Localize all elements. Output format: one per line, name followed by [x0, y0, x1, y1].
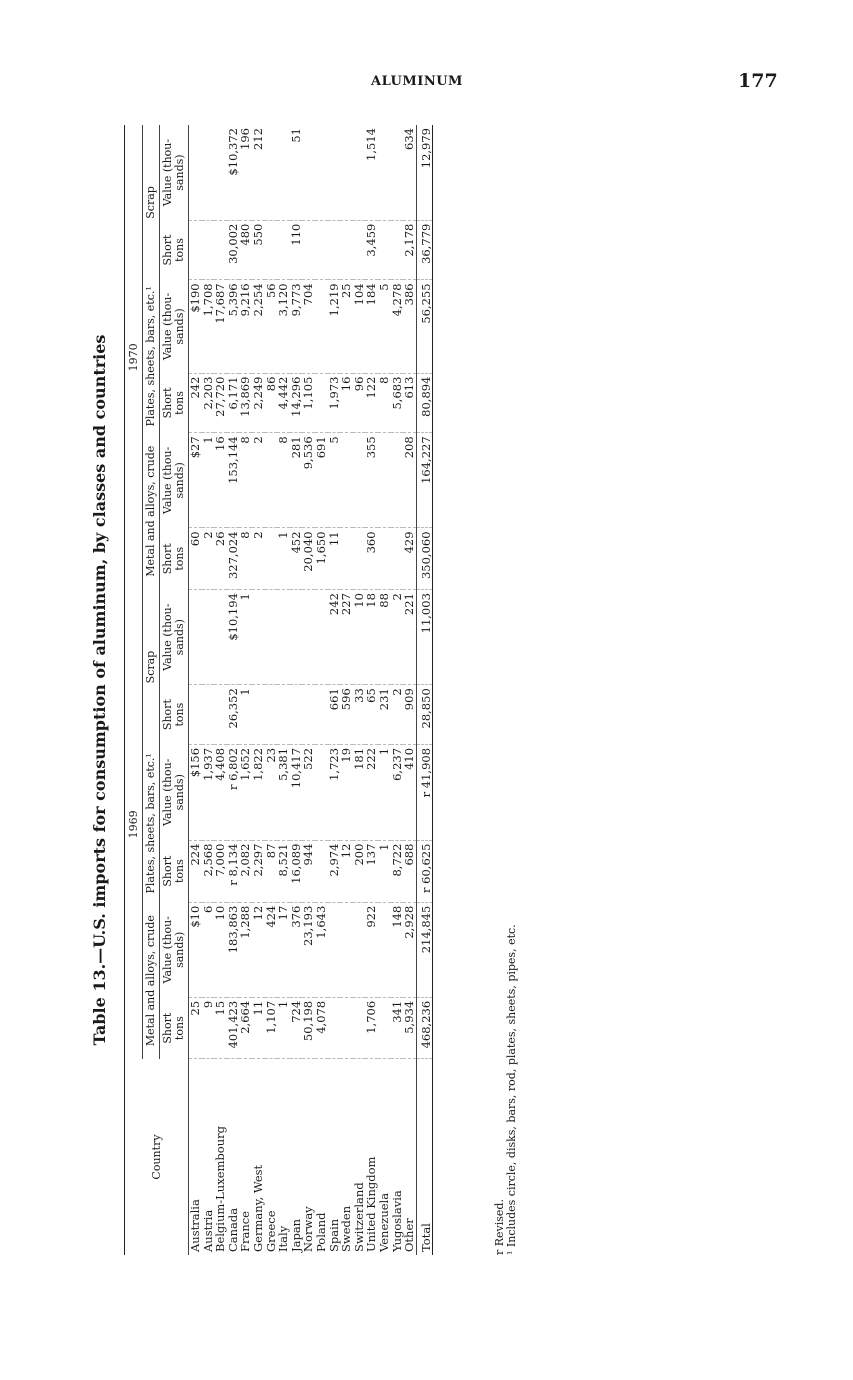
value-cell [252, 685, 265, 745]
country-cell: Switzerland [351, 1182, 366, 1252]
value-cell: 214,845 [416, 902, 432, 997]
table-title: Table 13.—U.S. imports for consumption of aluminum, by classes and countries [90, 334, 109, 1046]
value-cell: 2,254 [252, 280, 265, 373]
value-cell: 386 [403, 280, 416, 373]
country-cell: Poland [313, 1212, 328, 1252]
value-cell: 212 [252, 125, 265, 220]
group-header: Metal and alloys, crude [143, 902, 160, 1059]
value-cell: 350,060 [416, 528, 432, 590]
value-cell: 1,219 [328, 280, 341, 373]
table-row [340, 125, 353, 1255]
value-cell [340, 125, 353, 220]
subhead-value: Value (thou-sands) [160, 280, 189, 373]
value-cell: 181 [353, 744, 366, 840]
subhead-short-tons: Short tons [160, 528, 189, 590]
value-cell: 6,237 [391, 744, 404, 840]
value-cell: 26,352 [227, 685, 240, 745]
value-cell [265, 433, 278, 528]
value-cell: 634 [403, 125, 416, 220]
value-cell: 16 [214, 433, 227, 528]
group-header: Scrap [143, 590, 160, 745]
value-cell: 9,216 [239, 280, 252, 373]
country-cell: Austria [200, 1209, 215, 1252]
value-cell: $156 [189, 744, 202, 840]
value-cell: 1 [277, 528, 290, 590]
value-cell [214, 590, 227, 685]
value-cell: 11,003 [416, 590, 432, 685]
value-cell: 5,381 [277, 744, 290, 840]
value-cell [202, 125, 215, 220]
value-cell [315, 685, 328, 745]
value-cell: 1,937 [202, 744, 215, 840]
value-cell: 10,417 [290, 744, 303, 840]
value-cell: 327,024 [227, 528, 240, 590]
value-cell: 80,894 [416, 373, 432, 433]
value-cell: 183,863 [227, 902, 240, 997]
value-cell: r 8,134 [227, 840, 240, 902]
value-cell: 9 [202, 997, 215, 1059]
value-cell: 224 [189, 840, 202, 902]
subhead-short-tons: Short tons [160, 373, 189, 433]
value-cell: 661 [328, 685, 341, 745]
value-cell: 200 [353, 840, 366, 902]
value-cell: 20,040 [302, 528, 315, 590]
value-cell: 60 [189, 528, 202, 590]
subhead-short-tons: Short tons [160, 220, 189, 280]
value-cell: 522 [302, 744, 315, 840]
imports-table [124, 125, 433, 1255]
value-cell [315, 840, 328, 902]
country-header: Country [125, 1059, 189, 1255]
value-cell: 1,514 [365, 125, 378, 220]
value-cell: 153,144 [227, 433, 240, 528]
value-cell: 26 [214, 528, 227, 590]
rotated-table-block [90, 125, 520, 1255]
value-cell: 16 [340, 373, 353, 433]
value-cell: 4,278 [391, 280, 404, 373]
table-row [252, 125, 265, 1255]
value-cell: 14,296 [290, 373, 303, 433]
value-cell: 1,652 [239, 744, 252, 840]
subhead-short-tons: Short tons [160, 685, 189, 745]
value-cell: 221 [403, 590, 416, 685]
group-header: Plates, sheets, bars, etc.¹ [143, 280, 160, 433]
subhead-value: Value (thou-sands) [160, 125, 189, 220]
value-cell: 227 [340, 590, 353, 685]
value-cell: 36,779 [416, 220, 432, 280]
value-cell [265, 590, 278, 685]
value-cell: 1,723 [328, 744, 341, 840]
group-header: Plates, sheets, bars, etc.¹ [143, 744, 160, 902]
value-cell [378, 902, 391, 997]
value-cell: 2,178 [403, 220, 416, 280]
value-cell: 4,078 [315, 997, 328, 1059]
country-cell: Spain [326, 1218, 341, 1252]
value-cell [340, 220, 353, 280]
subhead-value: Value (thou-sands) [160, 590, 189, 685]
value-cell: 2,203 [202, 373, 215, 433]
value-cell [378, 528, 391, 590]
value-cell: 18 [365, 590, 378, 685]
value-cell: 56,255 [416, 280, 432, 373]
value-cell [315, 373, 328, 433]
value-cell: 1,706 [365, 997, 378, 1059]
value-cell [277, 590, 290, 685]
country-cell: Germany, West [250, 1164, 265, 1252]
value-cell: 5,396 [227, 280, 240, 373]
value-cell: 909 [403, 685, 416, 745]
value-cell: 8 [239, 528, 252, 590]
value-cell: 10 [214, 902, 227, 997]
value-cell: 27,720 [214, 373, 227, 433]
value-cell: 8 [277, 433, 290, 528]
value-cell: 341 [391, 997, 404, 1059]
value-cell: 1 [378, 840, 391, 902]
value-cell: r 6,802 [227, 744, 240, 840]
value-cell: 25 [189, 997, 202, 1059]
value-cell [202, 590, 215, 685]
value-cell [328, 125, 341, 220]
value-cell: 2 [391, 590, 404, 685]
value-cell [315, 220, 328, 280]
value-cell: 104 [353, 280, 366, 373]
footnote-revised: r Revised. [493, 1199, 506, 1255]
value-cell: 30,002 [227, 220, 240, 280]
value-cell [214, 685, 227, 745]
value-cell: 724 [290, 997, 303, 1059]
value-cell: 1 [277, 997, 290, 1059]
value-cell: $190 [189, 280, 202, 373]
footnotes [494, 924, 518, 1255]
value-cell [265, 685, 278, 745]
subhead-short-tons: Short tons [160, 997, 189, 1059]
value-cell [189, 125, 202, 220]
value-cell: 2,664 [239, 997, 252, 1059]
value-cell [189, 685, 202, 745]
value-cell: 15 [214, 997, 227, 1059]
country-cell: Yugoslavia [389, 1190, 404, 1252]
country-cell: Venezuela [376, 1192, 391, 1252]
value-cell: 23 [265, 744, 278, 840]
value-cell: 452 [290, 528, 303, 590]
value-cell: 122 [365, 373, 378, 433]
value-cell: 1,107 [265, 997, 278, 1059]
value-cell [302, 125, 315, 220]
value-cell: 355 [365, 433, 378, 528]
value-cell: 360 [365, 528, 378, 590]
subhead-short-tons: Short tons [160, 840, 189, 902]
value-cell: 23,193 [302, 902, 315, 997]
value-cell [277, 125, 290, 220]
total-row [416, 125, 432, 1255]
value-cell: 137 [365, 840, 378, 902]
value-cell: 2,928 [403, 902, 416, 997]
value-cell: 5 [378, 280, 391, 373]
value-cell [315, 125, 328, 220]
value-cell: 1,708 [202, 280, 215, 373]
value-cell: 6 [202, 902, 215, 997]
value-cell [378, 125, 391, 220]
value-cell: 242 [189, 373, 202, 433]
value-cell: 13,869 [239, 373, 252, 433]
value-cell: 5 [328, 433, 341, 528]
value-cell [302, 590, 315, 685]
country-cell: France [238, 1211, 253, 1252]
value-cell: 1,643 [315, 902, 328, 997]
table-row [403, 125, 416, 1255]
value-cell: 468,236 [416, 997, 432, 1059]
subhead-value: Value (thou-sands) [160, 744, 189, 840]
country-cell: United Kingdom [364, 1156, 379, 1252]
value-cell: 424 [265, 902, 278, 997]
value-cell: 410 [403, 744, 416, 840]
value-cell [189, 220, 202, 280]
value-cell: 148 [391, 902, 404, 997]
value-cell [340, 528, 353, 590]
value-cell: 2 [202, 528, 215, 590]
value-cell [265, 125, 278, 220]
value-cell: 1 [202, 433, 215, 528]
value-cell: 8 [239, 433, 252, 528]
value-cell: $10 [189, 902, 202, 997]
value-cell: 691 [315, 433, 328, 528]
value-cell: 17 [277, 902, 290, 997]
value-cell [302, 220, 315, 280]
value-cell [302, 685, 315, 745]
value-cell: 944 [302, 840, 315, 902]
value-cell: 2,082 [239, 840, 252, 902]
value-cell: 429 [403, 528, 416, 590]
value-cell: r 41,908 [416, 744, 432, 840]
value-cell: 5,683 [391, 373, 404, 433]
value-cell: 1,650 [315, 528, 328, 590]
value-cell: 1,822 [252, 744, 265, 840]
value-cell: 3,120 [277, 280, 290, 373]
value-cell: 28,850 [416, 685, 432, 745]
value-cell: 231 [378, 685, 391, 745]
country-cell: Australia [188, 1199, 202, 1252]
value-cell: 2 [252, 528, 265, 590]
value-cell [252, 590, 265, 685]
value-cell: 2,568 [202, 840, 215, 902]
value-cell [328, 220, 341, 280]
value-cell [378, 220, 391, 280]
value-cell: 1,105 [302, 373, 315, 433]
value-cell [378, 997, 391, 1059]
value-cell: $27 [189, 433, 202, 528]
value-cell [340, 997, 353, 1059]
value-cell: 50,198 [302, 997, 315, 1059]
value-cell: 2,297 [252, 840, 265, 902]
year-header-1970: 1970 [125, 125, 143, 590]
value-cell [202, 685, 215, 745]
footnote-1: ¹ Includes circle, disks, bars, rod, plates, sheets, pipes, etc. [505, 924, 518, 1255]
country-cell: Norway [301, 1206, 316, 1252]
value-cell: 242 [328, 590, 341, 685]
country-cell: Canada [225, 1207, 240, 1252]
group-header: Scrap [143, 125, 160, 280]
value-cell [277, 685, 290, 745]
table-row [277, 125, 290, 1255]
value-cell [328, 997, 341, 1059]
value-cell: $10,372 [227, 125, 240, 220]
value-cell: 19 [340, 744, 353, 840]
value-cell: 550 [252, 220, 265, 280]
value-cell: 1 [239, 590, 252, 685]
value-cell [189, 590, 202, 685]
value-cell: 110 [290, 220, 303, 280]
country-cell: Sweden [339, 1205, 354, 1252]
value-cell: 86 [265, 373, 278, 433]
value-cell: 17,687 [214, 280, 227, 373]
value-cell [290, 590, 303, 685]
value-cell [277, 220, 290, 280]
value-cell [315, 280, 328, 373]
value-cell: 196 [239, 125, 252, 220]
value-cell: 1 [378, 744, 391, 840]
value-cell: 164,227 [416, 433, 432, 528]
group-header: Metal and alloys, crude [143, 433, 160, 590]
value-cell: 9,773 [290, 280, 303, 373]
value-cell [290, 685, 303, 745]
table-row [302, 125, 315, 1255]
value-cell: 208 [403, 433, 416, 528]
value-cell: 2 [252, 433, 265, 528]
value-cell [214, 220, 227, 280]
value-cell [214, 125, 227, 220]
value-cell: 596 [340, 685, 353, 745]
value-cell: 2,974 [328, 840, 341, 902]
value-cell: 2,249 [252, 373, 265, 433]
table-row [315, 125, 328, 1255]
value-cell: 25 [340, 280, 353, 373]
value-cell: 65 [365, 685, 378, 745]
country-cell: Belgium-Luxembourg [213, 1126, 228, 1252]
subhead-value: Value (thou-sands) [160, 433, 189, 528]
value-cell: 11 [252, 997, 265, 1059]
table-row [189, 125, 202, 1255]
value-cell: 51 [290, 125, 303, 220]
subhead-value: Value (thou-sands) [160, 902, 189, 997]
value-cell: 12 [340, 840, 353, 902]
value-cell: 4,442 [277, 373, 290, 433]
value-cell: 8 [378, 373, 391, 433]
value-cell: 222 [365, 744, 378, 840]
value-cell: 376 [290, 902, 303, 997]
table-row [378, 125, 391, 1255]
value-cell: 12 [252, 902, 265, 997]
value-cell: 480 [239, 220, 252, 280]
value-cell: 4,408 [214, 744, 227, 840]
value-cell: 2 [391, 685, 404, 745]
value-cell [340, 433, 353, 528]
value-cell: 613 [403, 373, 416, 433]
value-cell [315, 590, 328, 685]
running-head: ALUMINUM [371, 74, 463, 89]
value-cell: 1,973 [328, 373, 341, 433]
value-cell [328, 902, 341, 997]
value-cell [265, 220, 278, 280]
country-cell: Greece [263, 1210, 278, 1252]
country-cell: Italy [276, 1225, 291, 1252]
country-cell: Japan [288, 1218, 303, 1252]
value-cell [378, 433, 391, 528]
value-cell: 96 [353, 373, 366, 433]
value-cell: 87 [265, 840, 278, 902]
value-cell: 10 [353, 590, 366, 685]
value-cell [340, 902, 353, 997]
value-cell: 7,000 [214, 840, 227, 902]
value-cell: 6,171 [227, 373, 240, 433]
value-cell: 12,979 [416, 125, 432, 220]
value-cell: 3,459 [365, 220, 378, 280]
value-cell [315, 744, 328, 840]
value-cell: 401,423 [227, 997, 240, 1059]
value-cell: 1 [239, 685, 252, 745]
value-cell: 88 [378, 590, 391, 685]
country-cell: Other [402, 1218, 417, 1252]
value-cell: 8,521 [277, 840, 290, 902]
value-cell: 688 [403, 840, 416, 902]
page-number: 177 [738, 70, 778, 92]
value-cell: 1,288 [239, 902, 252, 997]
value-cell: r 60,625 [416, 840, 432, 902]
value-cell [202, 220, 215, 280]
value-cell: 704 [302, 280, 315, 373]
value-cell: 8,722 [391, 840, 404, 902]
value-cell: 33 [353, 685, 366, 745]
table-row [214, 125, 227, 1255]
value-cell: 922 [365, 902, 378, 997]
country-cell: Total [416, 1059, 432, 1255]
value-cell: 9,536 [302, 433, 315, 528]
value-cell: 281 [290, 433, 303, 528]
value-cell: 56 [265, 280, 278, 373]
year-header-1969: 1969 [125, 590, 143, 1059]
value-cell: 16,089 [290, 840, 303, 902]
value-cell: 11 [328, 528, 341, 590]
value-cell: 184 [365, 280, 378, 373]
value-cell: $10,194 [227, 590, 240, 685]
value-cell: 5,934 [403, 997, 416, 1059]
